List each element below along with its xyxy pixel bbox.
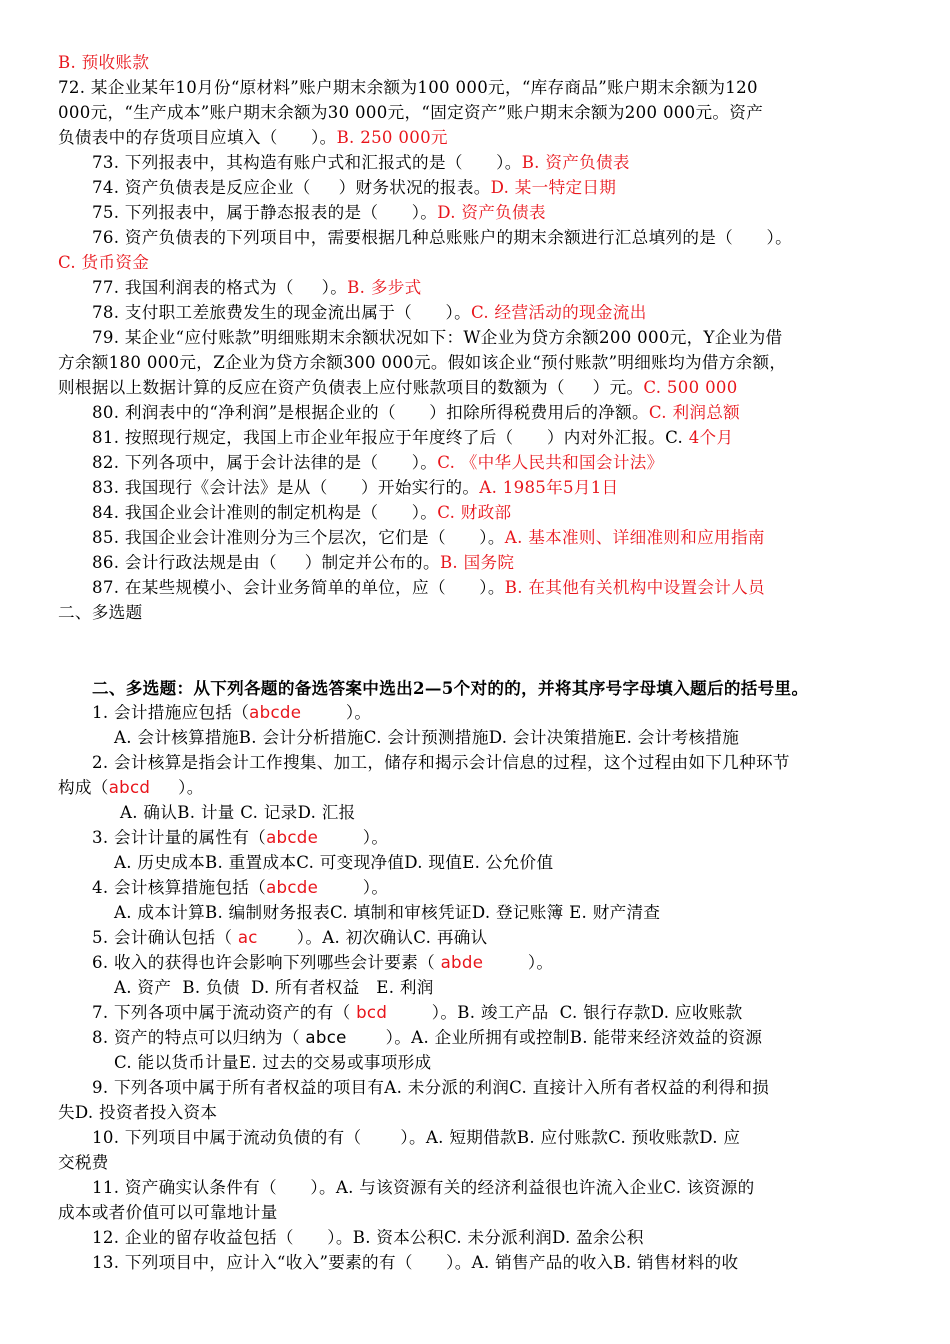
- question-text: ）。: [318, 878, 389, 897]
- text-line: [92, 752, 790, 774]
- answer-text: B. 国务院: [439, 553, 515, 572]
- question-text: 12. 企业的留存收益包括（ ）。B. 资本公积C. 未分派利润D. 盈余公积: [92, 1228, 644, 1247]
- text-line: [92, 577, 765, 599]
- question-text: 1. 会计措施应包括（: [92, 703, 250, 722]
- question-text: 二、多选题: [58, 603, 143, 622]
- question-text: A. 历史成本B. 重置成本C. 可变现净值D. 现值E. 公允价值: [114, 853, 554, 872]
- question-text: ）。: [301, 703, 372, 722]
- question-text: 5. 会计确认包括（: [92, 928, 238, 947]
- question-text: 4. 会计核算措施包括（: [92, 878, 267, 897]
- text-line: [92, 552, 514, 574]
- text-line: [92, 502, 511, 524]
- text-line: [114, 902, 660, 924]
- answer-text: A. 基本准则、详细准则和应用指南: [504, 528, 765, 547]
- answer-text: bcd: [356, 1003, 388, 1022]
- answer-text: B. 资产负债表: [521, 153, 630, 172]
- text-line: [92, 1227, 644, 1249]
- answer-text: D. 某一特定日期: [490, 178, 617, 197]
- question-text: 成本或者价值可以可靠地计量: [58, 1203, 278, 1222]
- text-line: [58, 77, 758, 99]
- text-line: [92, 1002, 743, 1024]
- question-text: 74. 资产负债表是反应企业（ ）财务状况的报表。: [92, 178, 491, 197]
- text-line: [58, 1102, 217, 1124]
- question-text: 73. 下列报表中，其构造有账户式和汇报式的是（ ）。: [92, 153, 522, 172]
- text-line: [58, 127, 448, 149]
- text-line: [114, 852, 553, 874]
- text-line: [92, 327, 782, 349]
- answer-text: B. 多步式: [347, 278, 422, 297]
- question-text: 86. 会计行政法规是由（ ）制定并公布的。: [92, 553, 440, 572]
- question-text: 失D. 投资者投入资本: [58, 1103, 218, 1122]
- text-line: [120, 802, 356, 824]
- question-text: ）。: [483, 953, 554, 972]
- question-text: abce: [305, 1028, 347, 1047]
- text-line: [92, 427, 733, 449]
- answer-text: 4个月: [688, 428, 734, 447]
- question-text: 13. 下列项目中，应计入“收入”要素的有（ ）。A. 销售产品的收入B. 销售材料的收: [92, 1253, 739, 1272]
- answer-text: C. 500 000: [643, 378, 738, 397]
- question-text: ）。B. 竣工产品 C. 银行存款D. 应收账款: [387, 1003, 743, 1022]
- text-line: [92, 1027, 762, 1049]
- text-line: [92, 877, 388, 899]
- text-line: [92, 527, 765, 549]
- text-line: [58, 777, 204, 799]
- question-text: ）。A. 初次确认C. 再确认: [257, 928, 488, 947]
- question-text: 方余额180 000元，Z企业为贷方余额300 000元。假如该企业“预付账款”明细账均为借方余额，: [58, 353, 787, 372]
- question-text: 9. 下列各项中属于所有者权益的项目有A. 未分派的利润C. 直接计入所有者权益的利得和损: [92, 1078, 770, 1097]
- text-line: [92, 452, 664, 474]
- question-text: 2. 会计核算是指会计工作搜集、加工，储存和揭示会计信息的过程，这个过程由如下几种环节: [92, 753, 790, 772]
- text-line: [92, 1127, 740, 1149]
- text-line: [114, 977, 434, 999]
- text-line: [58, 1152, 109, 1174]
- answer-text: D. 资产负债表: [437, 203, 546, 222]
- question-text: 82. 下列各项中，属于会计法律的是（ ）。: [92, 453, 438, 472]
- question-text: 构成（: [58, 778, 109, 797]
- question-text: ）。: [150, 778, 204, 797]
- text-line: [58, 352, 786, 374]
- question-text: 则根据以上数据计算的反应在资产负债表上应付账款项目的数额为（ ）元。: [58, 378, 644, 397]
- text-line: [92, 1177, 755, 1199]
- question-text: 75. 下列报表中，属于静态报表的是（ ）。: [92, 203, 438, 222]
- text-line: [92, 1077, 769, 1099]
- question-text: 80. 利润表中的“净利润”是根据企业的（ ）扣除所得税费用后的净额。: [92, 403, 649, 422]
- question-text: A. 会计核算措施B. 会计分析措施C. 会计预测措施D. 会计决策措施E. 会计考核措施: [114, 728, 740, 747]
- text-line: [58, 252, 149, 274]
- question-text: 72. 某企业某年10月份“原材料”账户期末余额为100 000元，“库存商品”账户期末余额为120: [58, 78, 758, 97]
- question-text: 000元，“生产成本”账户期末余额为30 000元，“固定资产”账户期末余额为200 000元。资产: [58, 103, 764, 122]
- question-text: 8. 资产的特点可以归纳为（: [92, 1028, 306, 1047]
- text-line: [58, 377, 738, 399]
- answer-text: C. 货币资金: [58, 253, 150, 272]
- question-text: 3. 会计计量的属性有（: [92, 828, 267, 847]
- question-text: 交税费: [58, 1153, 109, 1172]
- answer-text: C. 利润总额: [648, 403, 741, 422]
- text-line: [92, 677, 808, 699]
- question-text: 负债表中的存货项目应填入（ ）。: [58, 128, 337, 147]
- answer-text: ac: [237, 928, 258, 947]
- text-line: [92, 927, 488, 949]
- text-line: [92, 702, 371, 724]
- text-line: [114, 727, 739, 749]
- answer-text: abcd: [108, 778, 151, 797]
- question-text: 78. 支付职工差旅费发生的现金流出属于（ ）。: [92, 303, 471, 322]
- question-text: C. 能以货币计量E. 过去的交易或事项形成: [114, 1053, 432, 1072]
- text-line: [92, 1252, 738, 1274]
- question-text: 87. 在某些规模小、会计业务简单的单位，应（ ）。: [92, 578, 505, 597]
- question-text: A. 资产 B. 负债 D. 所有者权益 E. 利润: [114, 978, 434, 997]
- question-text: 二、多选题：从下列各题的备选答案中选出2—5个对的的，并将其序号字母填入题后的括号里。: [92, 678, 809, 698]
- text-line: [58, 1202, 278, 1224]
- text-line: [92, 402, 740, 424]
- answer-text: abde: [440, 953, 484, 972]
- question-text: ）。A. 企业所拥有或控制B. 能带来经济效益的资源: [346, 1028, 763, 1047]
- answer-text: abcde: [249, 703, 302, 722]
- question-text: ）。: [318, 828, 389, 847]
- question-text: 81. 按照现行规定，我国上市企业年报应于年度终了后（ ）内对外汇报。C.: [92, 428, 689, 447]
- text-line: [92, 152, 630, 174]
- text-line: [92, 952, 553, 974]
- question-text: 6. 收入的获得也许会影响下列哪些会计要素（: [92, 953, 441, 972]
- question-text: 85. 我国企业会计准则分为三个层次，它们是（ ）。: [92, 528, 505, 547]
- answer-text: A. 1985年5月1日: [479, 478, 619, 497]
- question-text: 83. 我国现行《会计法》是从（ ）开始实行的。: [92, 478, 480, 497]
- answer-text: B. 预收账款: [58, 53, 150, 72]
- answer-text: B. 在其他有关机构中设置会计人员: [504, 578, 765, 597]
- question-text: 76. 资产负债表的下列项目中，需要根据几种总账账户的期末余额进行汇总填列的是（ ）。: [92, 228, 792, 247]
- text-line: [58, 102, 763, 124]
- answer-text: abcde: [266, 828, 319, 847]
- text-line: [58, 602, 142, 624]
- question-text: A. 成本计算B. 编制财务报表C. 填制和审核凭证D. 登记账簿 E. 财产清查: [114, 903, 661, 922]
- answer-text: B. 250 000元: [336, 128, 448, 147]
- text-line: [92, 827, 388, 849]
- answer-text: abcde: [266, 878, 319, 897]
- text-line: [92, 202, 546, 224]
- text-line: [58, 52, 149, 74]
- text-line: [92, 477, 619, 499]
- question-text: 11. 资产确实认条件有（ ）。A. 与该资源有关的经济利益很也许流入企业C. 该资源的: [92, 1178, 755, 1197]
- text-line: [114, 1052, 431, 1074]
- text-line: [92, 302, 647, 324]
- text-line: [92, 177, 616, 199]
- answer-text: C. 财政部: [437, 503, 512, 522]
- question-text: 7. 下列各项中属于流动资产的有（: [92, 1003, 357, 1022]
- answer-text: C. 经营活动的现金流出: [471, 303, 647, 322]
- question-text: 10. 下列项目中属于流动负债的有（ ）。A. 短期借款B. 应付账款C. 预收账款D. 应: [92, 1128, 741, 1147]
- answer-text: C. 《中华人民共和国会计法》: [437, 453, 664, 472]
- question-text: 79. 某企业“应付账款”明细账期末余额状况如下：W企业为贷方余额200 000元，Y企业为借: [92, 328, 783, 347]
- text-line: [92, 277, 422, 299]
- question-text: A. 确认B. 计量 C. 记录D. 汇报: [120, 803, 356, 822]
- question-text: 77. 我国利润表的格式为（ ）。: [92, 278, 348, 297]
- question-text: 84. 我国企业会计准则的制定机构是（ ）。: [92, 503, 438, 522]
- text-line: [92, 227, 792, 249]
